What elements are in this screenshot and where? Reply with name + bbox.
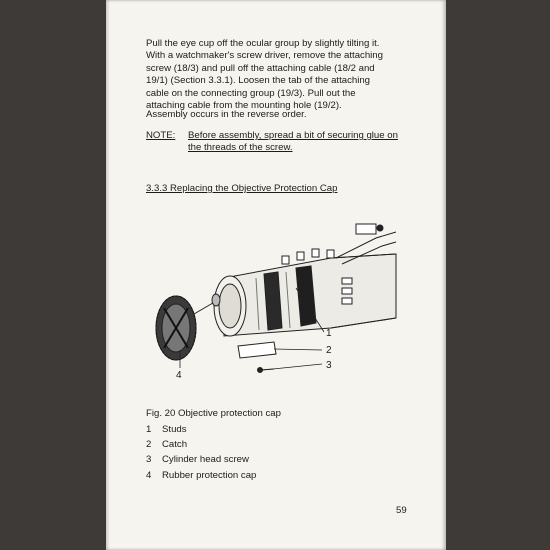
instruction-paragraph — [146, 38, 438, 112]
objective-protection-cap-drawing — [146, 218, 406, 388]
legend-number: 2 — [146, 439, 152, 451]
lens-barrel — [214, 254, 396, 336]
callout-label: 3 — [326, 360, 332, 371]
note-line: Before assembly, spread a bit of securing glue on — [188, 130, 398, 141]
callout-label: 1 — [326, 328, 332, 339]
legend-label: Catch — [162, 439, 188, 451]
figure-caption: Fig. 20 Objective protection cap — [146, 408, 281, 419]
note-label: NOTE: — [146, 130, 176, 141]
assembly-note: Assembly occurs in the reverse order. — [146, 109, 307, 120]
legend-label: Cylinder head screw — [162, 454, 249, 466]
legend-number: 4 — [146, 469, 152, 481]
paragraph-line: attaching cable from the mounting hole (19/2). — [146, 100, 342, 112]
legend-label: Studs — [162, 424, 187, 435]
callout-label: 4 — [176, 370, 182, 381]
catch — [238, 342, 276, 373]
rubber-protection-cap — [156, 294, 220, 360]
paragraph-line: Pull the eye cup off the ocular group by slightly tilting it. — [146, 38, 380, 49]
paragraph-line: cable on the connecting group (19/3). Pull out the — [146, 87, 356, 99]
manual-page — [106, 0, 446, 550]
legend-item — [146, 439, 256, 454]
paragraph-line: screw (18/3) and pull off the attaching cable (18/2 and — [146, 62, 375, 74]
legend-item — [146, 424, 256, 439]
legend-item — [146, 454, 256, 469]
paragraph-line: With a watchmaker's screw driver, remove the attaching — [146, 50, 383, 62]
legend-item — [146, 470, 256, 485]
section-heading: 3.3.3 Replacing the Objective Protection Cap — [146, 183, 338, 194]
note-line: the threads of the screw. — [188, 142, 293, 154]
barrel-grip — [342, 278, 352, 304]
legend-label: Rubber protection cap — [162, 469, 257, 481]
paragraph-line: 19/1) (Section 3.3.1). Loosen the tab of the attaching — [146, 75, 371, 87]
legend-number: 3 — [146, 454, 152, 466]
legend-list — [146, 424, 256, 485]
note-text — [188, 130, 398, 155]
callout-label: 2 — [326, 345, 332, 356]
legend-number: 1 — [146, 424, 152, 435]
page-number: 59 — [396, 505, 407, 516]
